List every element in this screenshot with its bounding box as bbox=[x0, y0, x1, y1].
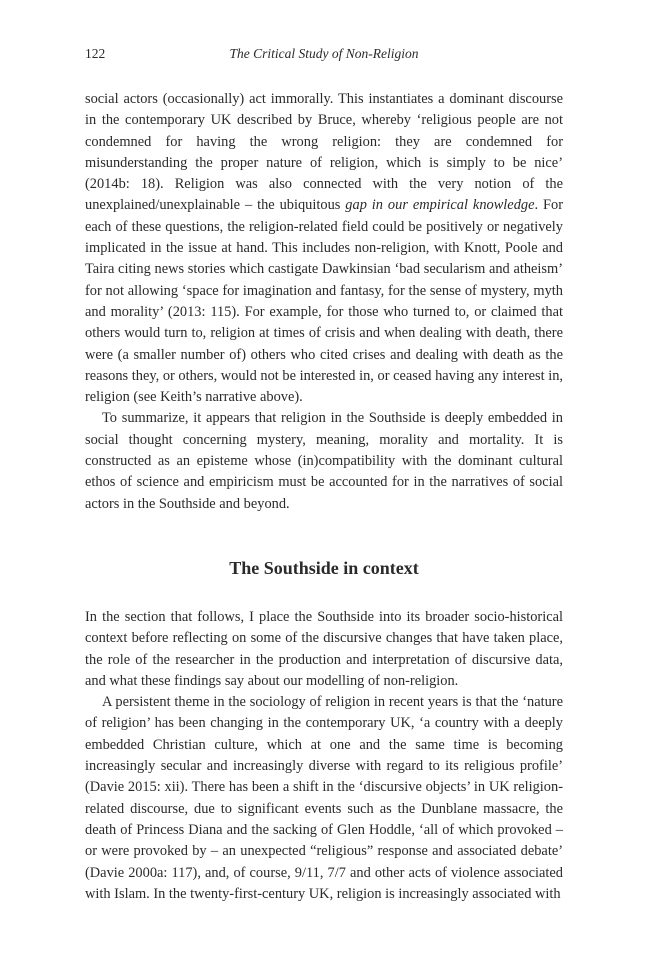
section-heading: The Southside in context bbox=[229, 557, 419, 578]
running-title: The Critical Study of Non-Religion bbox=[229, 46, 419, 61]
book-page bbox=[85, 0, 563, 975]
paragraph-continued bbox=[85, 89, 563, 408]
body-text bbox=[85, 89, 563, 905]
text-segment: social actors (occasionally) act immorally. This instantiates a dominant discourse in the contemporary UK described by Bruce, whereby ‘religious people are not condemned for having the wrong religion: they are condemned for misunderstanding the proper nature of religion, which is simply to be nice’ (2014b: 18). Religion was also connected with the very notion of the unexplained/unexplainable – the ubiquitous bbox=[85, 91, 563, 214]
text-segment: . For each of these questions, the religion-related field could be positively or negatively implicated in the issue at hand. This includes non-religion, with Knott, Poole and Taira citing news stories which castigate Dawkinsian ‘bad secularism and atheism’ for not allowing ‘space for imagination and fantasy, for the sense of mystery, myth and morality’ (2013: 115). For example, for those who turned to, or claimed that others would turn to, religion at times of crisis and when dealing with death, there were (a smaller number of) others who cited crises and dealing with death as the reasons they, or others, would not be interested in, or ceased having any interest in, religion (see Keith’s narrative above). bbox=[85, 197, 564, 406]
running-head bbox=[85, 46, 563, 64]
italic-phrase: gap in our empirical knowledge bbox=[345, 197, 535, 214]
paragraph-section-intro: In the section that follows, I place the Southside into its broader socio-historical context before reflecting on some of the discursive changes that have taken place, the role of the researcher in the production and interpretation of discursive data, and what these findings say about our modelling of non-religion. bbox=[85, 608, 563, 689]
page-number: 122 bbox=[85, 46, 106, 61]
paragraph-persistent-theme: A persistent theme in the sociology of religion in recent years is that the ‘nature of religion’ has been changing in the contemporary UK, ‘a country with a deeply embedded Christian culture, which at one and the same time is becoming increasingly secular and increasingly diverse with regard to its religious profile’ (Davie 2015: xii). There has been a shift in the ‘discursive objects’ in UK religion-related discourse, due to significant events such as the Dunblane massacre, the death of Princess Diana and the sacking of Glen Hoddle, ‘all of which provoked – or were provoked by – an unexpected “religious” response and associated debate’ (Davie 2000a: 117), and, of course, 9/11, 7/7 and other acts of violence associated with Islam. In the twenty-first-century UK, religion is increasingly associated with bbox=[85, 694, 563, 902]
paragraph-summary: To summarize, it appears that religion in the Southside is deeply embedded in social thought concerning mystery, meaning, morality and mortality. It is constructed as an episteme whose (in)compatibility with the dominant cultural ethos of science and empiricism must be accounted for in the narratives of social actors in the Southside and beyond. bbox=[85, 410, 563, 512]
